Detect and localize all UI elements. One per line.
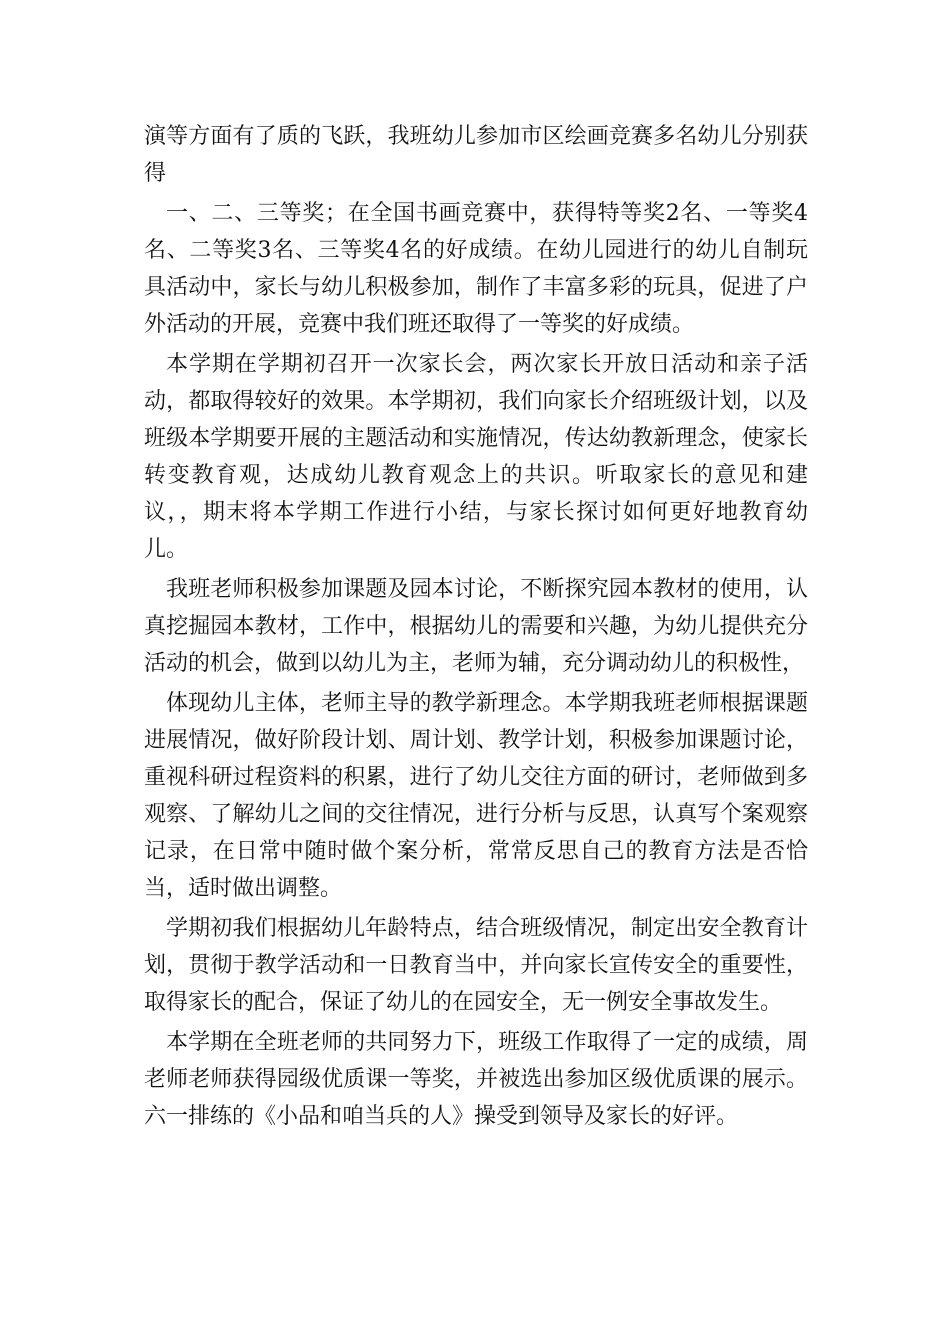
paragraph-3: 本学期在学期初召开一次家长会，两次家长开放日活动和亲子活动，都取得较好的效果。本学期初，我们向家长介绍班级计划，以及班级本学期要开展的主题活动和实施情况，传达幼教新理念，使家长转变教育观，达成幼儿教育观念上的共识。听取家长的意见和建议，，期末将本学期工作进行小结，与家长探讨如何更好地教育幼儿。 [144, 352, 808, 562]
document-body [144, 118, 808, 1138]
paragraph-1: 演等方面有了质的飞跃，我班幼儿参加市区绘画竞赛多名幼儿分别获得 [144, 124, 808, 186]
paragraph-4: 我班老师积极参加课题及园本讨论，不断探究园本教材的使用，认真挖掘园本教材，工作中，根据幼儿的需要和兴趣，为幼儿提供充分活动的机会，做到以幼儿为主，老师为辅，充分调动幼儿的积极性， [144, 577, 808, 676]
paragraph-7: 本学期在全班老师的共同努力下，班级工作取得了一定的成绩，周老师老师获得园级优质课一等奖，并被选出参加区级优质课的展示。六一排练的《小品和咱当兵的人》操受到领导及家长的好评。 [144, 1030, 808, 1129]
paragraph-6: 学期初我们根据幼儿年龄特点，结合班级情况，制定出安全教育计划，贯彻于教学活动和一日教育当中，并向家长宣传安全的重要性，取得家长的配合，保证了幼儿的在园安全，无一例安全事故发生。 [144, 916, 808, 1015]
paragraph-5: 体现幼儿主体，老师主导的教学新理念。本学期我班老师根据课题进展情况，做好阶段计划、周计划、教学计划，积极参加课题讨论，重视科研过程资料的积累，进行了幼儿交往方面的研讨，老师做到多观察、了解幼儿之间的交往情况，进行分析与反思，认真写个案观察记录，在日常中随时做个案分析，常常反思自己的教育方法是否恰当，适时做出调整。 [144, 691, 808, 901]
paragraph-2: 一、二、三等奖；在全国书画竞赛中，获得特等奖2名、一等奖4名、二等奖3名、三等奖4名的好成绩。在幼儿园进行的幼儿自制玩具活动中，家长与幼儿积极参加，制作了丰富多彩的玩具，促进了户外活动的开展，竞赛中我们班还取得了一等奖的好成绩。 [144, 201, 808, 337]
